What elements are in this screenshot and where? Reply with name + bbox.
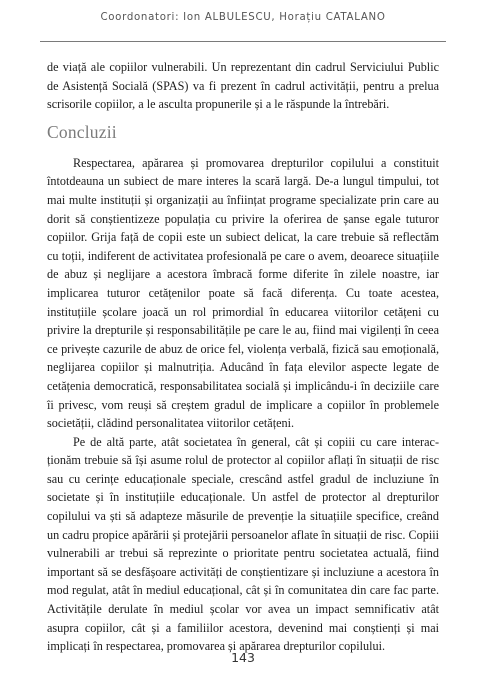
intro-paragraph: de viață ale copiilor vulnerabili. Un reprezentant din cadrul Serviciului Public de Asistență Socială (SPAS) va fi prezent în cadrul activității, pentru a prelua scrisorile copiilor, a le asculta propunerile și a le răspunde la întrebări.	[47, 60, 439, 112]
header-divider	[40, 41, 446, 42]
conclusion-paragraph-2: Pe de altă parte, atât societatea în general, cât și copiii cu care interacționăm trebuie să își asume rolul de protector al copiilor aflați în situații de risc sau cu cerințe educaționale speciale, crescând astfel gradul de incluziune în societate și în instituțiile educaționale. Un astfel de protector al drepturilor copilului va ști să adapteze măsurile de prevenție la situațiile specifice, creând un cadru propice apărării și protejării persoanelor aflate în situații de risc. Copiii vulnerabili ar trebui să reprezinte o prioritate pentru societatea actuală, fiind important să se desfășoare activități de conștientizare și incluziune a acestora în mod regulat, atât în mediul educațional, cât și în comunitatea din care fac parte. Activitățile derulate în mediul școlar vor avea un impact semnificativ atât asupra copiilor, cât și a familiilor acestora, devenind mai conștienți și mai implicați în respectarea, promovarea și apărarea drepturilor copilului.	[47, 434, 439, 654]
conclusion-paragraph-1: Respectarea, apărarea și promovarea drepturilor copilului a constituit întotdeauna un subiect de mare interes la scară largă. De-a lungul timpului, tot mai multe instituții și organizații au înființat programe specializate prin care au dorit să conștientizeze populația cu privire la oferirea de șanse egale tuturor copiilor. Grija față de copii este un subiect delicat, la care trebuie să reflectăm cu toții, indiferent de activitatea profesională pe care o avem, deoarece situațiile de abuz și neglijare a acestora îmbracă forme diferite în zilele noastre, iar implicarea tuturor cetățenilor poate să facă diferența. Cu toate acestea, instituțiile școlare joacă un rol primordial în educarea viitorilor cetățeni cu privire la drepturile și responsabilitățile pe care le au, fiind mai vigilenți în ceea ce privește cazurile de abuz de orice fel, violența verbală, fizică sau emoțională, neglijarea copiilor și malnutriția. Aducând în fața elevilor aspecte legate de cetățenia democratică, responsabilitatea socială și implicându-i în deciziile care îi privesc, vom reuși să creștem gradul de implicare a copiilor în problemele societății, clădind personalitatea viitorilor cetățeni.	[47, 155, 439, 431]
running-head: Coordonatori: Ion ALBULESCU, Horațiu CATALANO	[100, 12, 386, 23]
section-title: Concluzii	[47, 121, 117, 142]
page-body	[47, 58, 439, 656]
page-number: 143	[231, 650, 255, 665]
